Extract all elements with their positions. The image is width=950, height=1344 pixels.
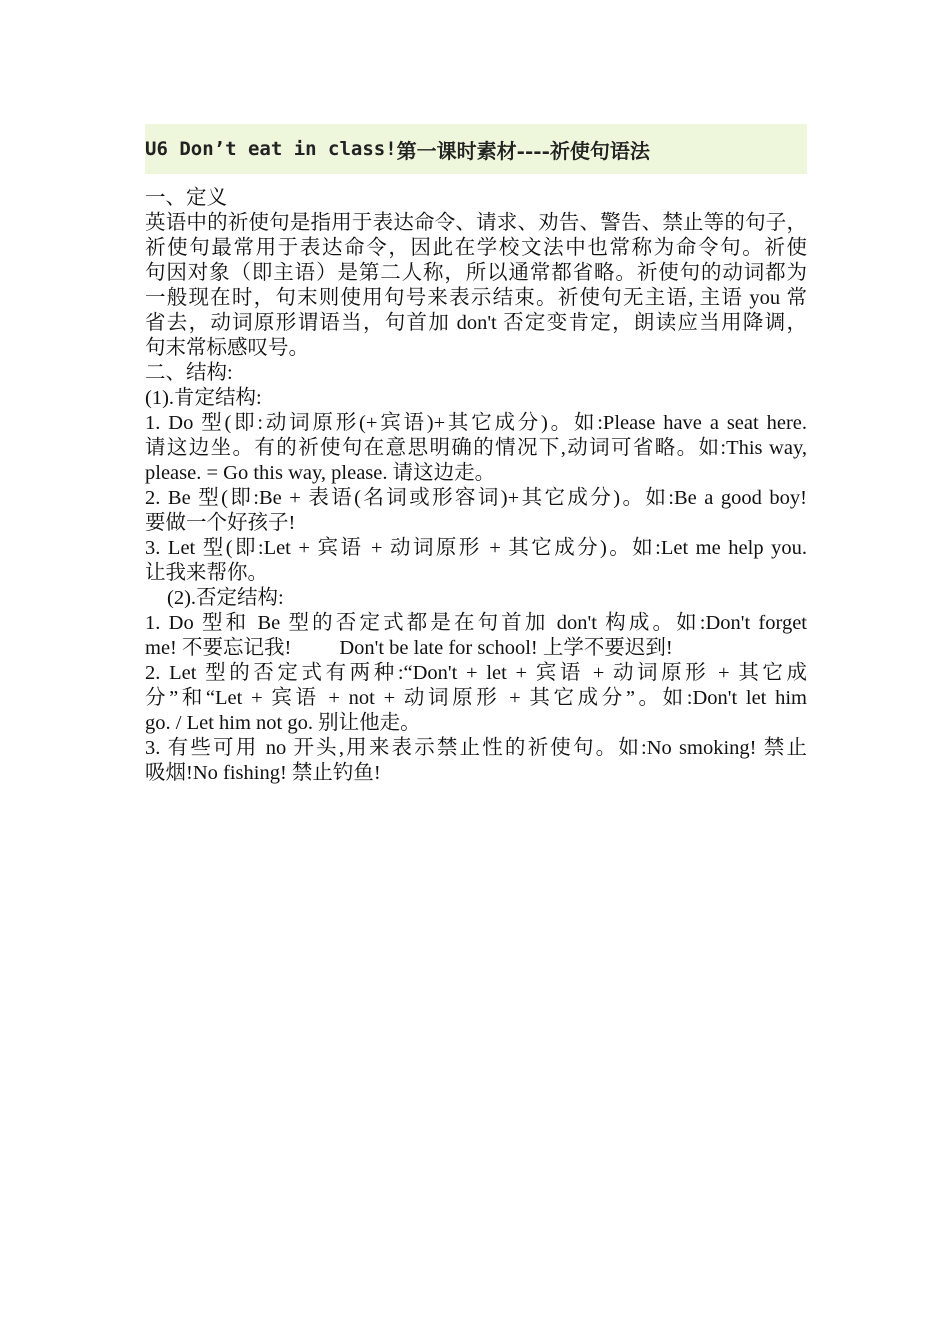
paragraph-line: 吸烟!No fishing! 禁止钓鱼! xyxy=(145,762,381,784)
paragraph-line: 2. Be 型(即:Be + 表语(名词或形容词)+其它成分)。如:Be a good boy! xyxy=(145,487,807,509)
paragraph-line: 3. Let 型(即:Let + 宾语 + 动词原形 + 其它成分)。如:Let me help you. xyxy=(145,537,807,559)
paragraph-line: 1. Do 型(即:动词原形(+宾语)+其它成分)。如:Please have a seat here. xyxy=(145,412,807,434)
paragraph-line: 省去，动词原形谓语当，句首加 don't 否定变肯定，朗读应当用降调， xyxy=(145,312,807,334)
paragraph-line: 句末常标感叹号。 xyxy=(145,337,309,359)
title-banner xyxy=(145,124,807,174)
paragraph-line: 英语中的祈使句是指用于表达命令、请求、劝告、警告、禁止等的句子， xyxy=(145,212,807,234)
paragraph-line: go. / Let him not go. 别让他走。 xyxy=(145,712,421,734)
paragraph-line: 要做一个好孩子! xyxy=(145,512,296,534)
paragraph-line: 祈使句最常用于表达命令，因此在学校文法中也常称为命令句。祈使 xyxy=(145,237,807,259)
example-text: Don't be late for school! 上学不要迟到! xyxy=(339,637,673,659)
paragraph-line: 3. 有些可用 no 开头,用来表示禁止性的祈使句。如:No smoking! 禁止 xyxy=(145,737,807,759)
title-english: U6 Don’t eat in class! xyxy=(145,138,397,160)
paragraph-line xyxy=(145,636,807,661)
subheading-negative: (2).否定结构: xyxy=(167,587,284,609)
paragraph-line: 一般现在时，句末则使用句号来表示结束。祈使句无主语, 主语 you 常 xyxy=(145,287,807,309)
paragraph-line: 分”和“Let + 宾语 + not + 动词原形 + 其它成分”。如:Don't let him xyxy=(145,687,807,709)
paragraph-line: 请这边坐。有的祈使句在意思明确的情况下,动词可省略。如:This way, xyxy=(145,437,807,459)
paragraph-line: please. = Go this way, please. 请这边走。 xyxy=(145,462,496,484)
paragraph-line: 1. Do 型和 Be 型的否定式都是在句首加 don't 构成。如:Don't forget xyxy=(145,612,807,634)
subheading-positive: (1).肯定结构: xyxy=(145,387,262,409)
document-page xyxy=(145,124,807,786)
section-heading-definition: 一、定义 xyxy=(145,187,227,209)
section-heading-structure: 二、结构: xyxy=(145,362,233,384)
paragraph-line: 让我来帮你。 xyxy=(145,562,268,584)
paragraph-line: 句因对象（即主语）是第二人称，所以通常都省略。祈使句的动词都为 xyxy=(145,262,807,284)
document-body xyxy=(145,186,807,786)
paragraph-line: 2. Let 型的否定式有两种:“Don't + let + 宾语 + 动词原形 + 其它成 xyxy=(145,662,807,684)
title-chinese: 第一课时素材----祈使句语法 xyxy=(396,138,650,163)
example-text: me! 不要忘记我! xyxy=(145,637,292,659)
